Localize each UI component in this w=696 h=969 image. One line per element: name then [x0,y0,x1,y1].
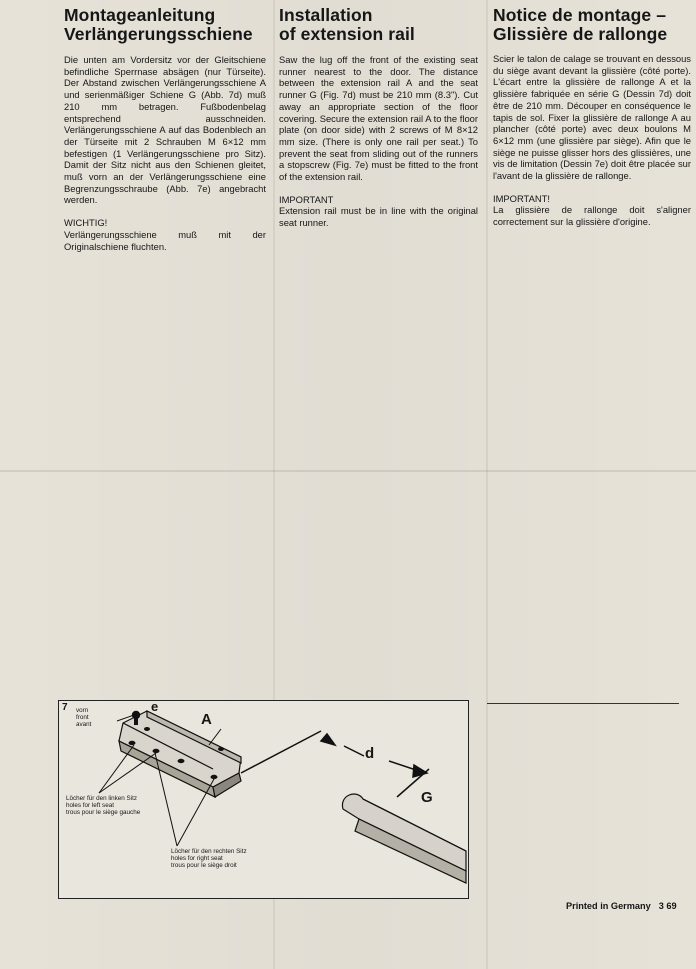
english-important-heading: IMPORTANT [279,193,334,205]
german-important-text: Verlängerungsschiene muß mit der Originalschiene fluchten. [64,228,266,252]
right-seat-holes-caption: Löcher für den rechten Sitz holes for right seat trous pour le siège droit [171,848,247,870]
english-column [279,6,478,229]
german-title-line1: Montageanleitung [64,5,216,25]
english-title-line2: of extension rail [279,24,415,44]
figure-number: 7 [62,702,68,713]
front-label: vorn front avant [76,707,92,729]
german-body: Die unten am Vordersitz vor der Gleitschiene befindliche Sperrnase absägen (nur Türseite). Der Abstand zwischen Verlängerungsschiene A und serienmäßiger Schiene G (Abb. 7d) muß 210 mm betragen. Fußbodenbelag entsprechend ausschneiden. Verlängerungsschiene A auf das Bodenblech an der Türseite mit 2 Schrauben M 6×12 mm befestigen (1 Verlängerungsschiene pro Sitz). Damit der Sitz nicht aus den Schienen gleitet, muß vorn an der Verlängerungsschiene eine Begrenzungsschraube (Abb. 7e) angebracht werden. [64,54,266,206]
print-code: 3 69 [658,901,677,911]
printed-in-germany: Printed in Germany [566,901,651,911]
french-title [493,6,691,44]
dimension-d-line [241,731,429,797]
french-title-line2: Glissière de rallonge [493,24,668,44]
german-title-line2: Verlängerungsschiene [64,24,253,44]
label-d: d [365,745,375,762]
german-important-heading: WICHTIG! [64,217,108,229]
german-title [64,6,266,44]
left-seat-holes-caption: Löcher für den linken Sitz holes for left seat trous pour le siège gauche [66,795,141,817]
label-g: G [421,789,433,806]
label-a: A [201,711,212,728]
french-important-text: La glissière de rallonge doit s'aligner correctement sur la glissière d'origine. [493,204,691,228]
paper-fold-vertical-right [486,0,488,969]
paper-fold-horizontal [0,470,696,472]
figure-7-diagram [58,700,469,899]
french-important-heading: IMPORTANT! [493,192,550,204]
seat-runner-g-drawing [342,794,466,883]
english-important-text: Extension rail must be in line with the original seat runner. [279,205,478,229]
divider-line [487,703,679,704]
french-column [493,6,691,228]
french-title-line1: Notice de montage – [493,5,667,25]
english-body: Saw the lug off the front of the existing seat runner nearest to the door. The distance between the extension rail A and the seat runner G (Fig. 7d) must be 210 mm (8.3"). Cut away an appropriate section of the floor covering. Secure the extension rail A to the floor plate (on door side) with 2 screws of M 8×12 mm size. (There is only one rail per seat.) To prevent the seat from sliding out of the runners a stopscrew (Fig. 7e) must be fitted to the front of the extension rail. [279,54,478,183]
french-body: Scier le talon de calage se trouvant en dessous du siège avant devant la glissière (côté porte). L'écart entre la glissière de rallonge A et la glissière fabriquée en série G (Dessin 7d) doit être de 210 mm. Découper en conséquence le tapis de sol. Fixer la glissière de rallonge A au plancher (côté porte) avec deux boulons M 6×12 mm (une glissière par siège). Afin que le siège ne puisse glisser hors des glissières, une vis de limitation (Dessin 7e) doit être placée sur l'avant de la glissière de rallonge. [493,53,691,182]
footer [566,901,677,911]
english-title-line1: Installation [279,5,373,25]
label-e: e [151,699,159,714]
german-column [64,6,266,252]
english-title [279,6,478,44]
